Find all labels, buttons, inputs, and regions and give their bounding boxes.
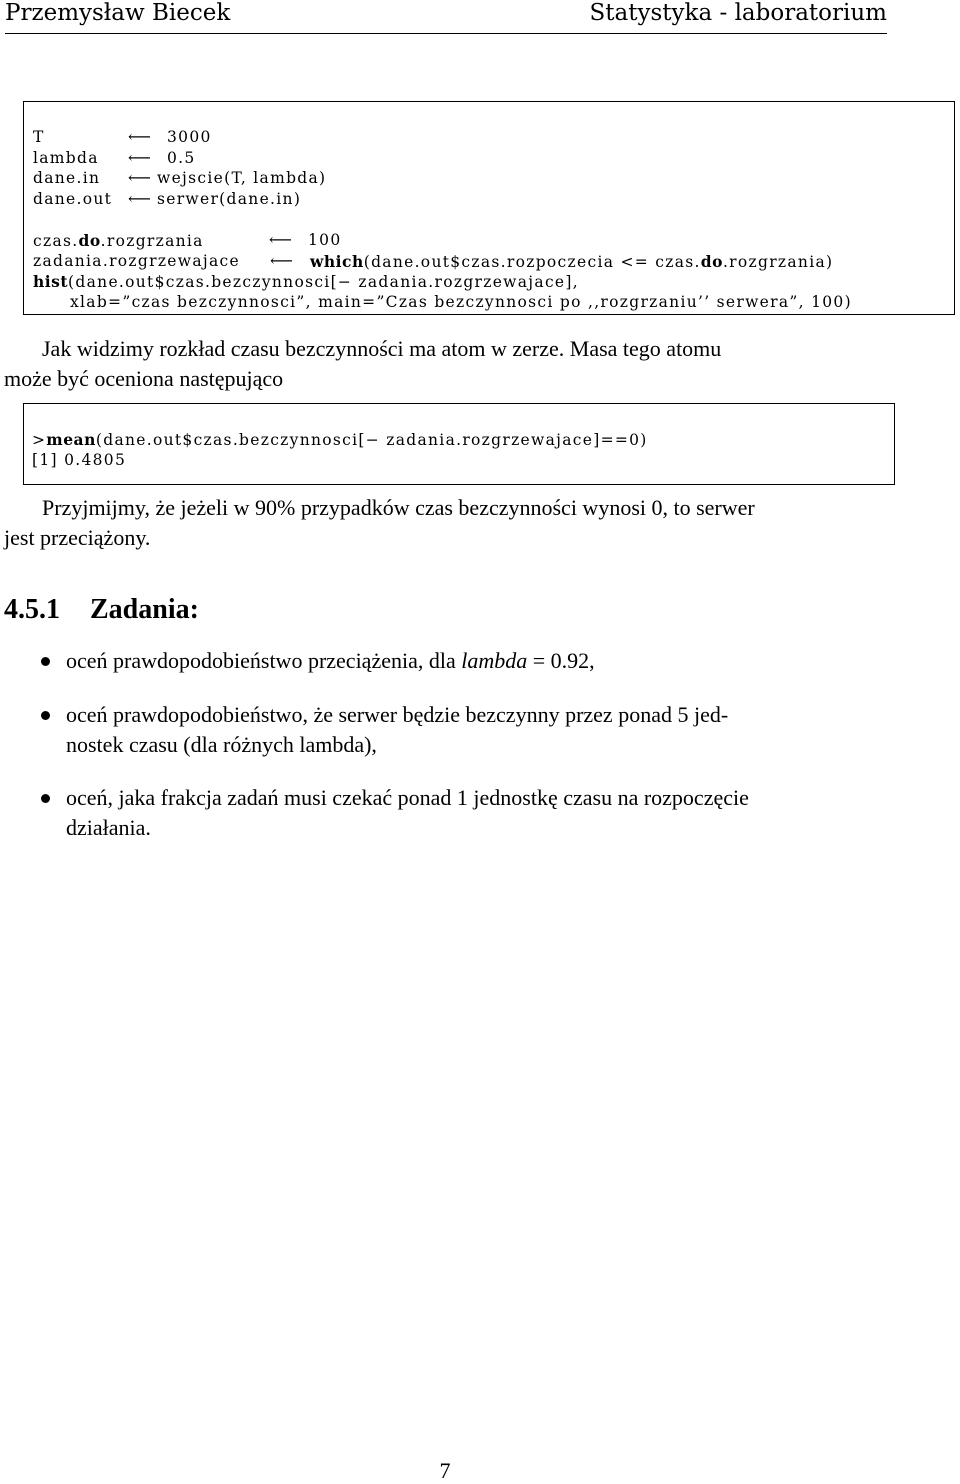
section-number: 4.5.1 xyxy=(4,594,60,625)
section-heading xyxy=(4,594,199,626)
assign-arrow-icon: ⟵ xyxy=(269,230,294,249)
code-var-zadania-rozgrzewajace: zadania.rozgrzewajace xyxy=(33,252,240,270)
task-item-2: oceń prawdopodobieństwo, że serwer będzie bezczynny przez ponad 5 jed- nostek czasu (dla różnych lambda), xyxy=(66,702,729,757)
paragraph-line: jest przeciążony. xyxy=(4,525,151,550)
bullet-icon xyxy=(41,794,50,803)
paragraph-line: może być oceniona następująco xyxy=(4,366,284,391)
running-header xyxy=(5,0,887,34)
code-var-lambda: lambda xyxy=(33,149,99,167)
header-title: Statystyka - laboratorium xyxy=(589,0,887,26)
assign-arrow-icon: ⟵ xyxy=(270,251,295,270)
header-author: Przemysław Biecek xyxy=(5,0,231,26)
paragraph-line: Przyjmijmy, że jeżeli w 90% przypadków czas bezczynności wynosi 0, to serwer xyxy=(42,495,755,520)
assign-arrow-icon: ⟵ xyxy=(128,189,153,208)
code-val-lambda: 0.5 xyxy=(167,149,196,167)
code-val-dane-out: serwer(dane.in) xyxy=(157,190,302,208)
assign-arrow-icon: ⟵ xyxy=(128,168,153,187)
paragraph-atom xyxy=(0,334,900,394)
task-item-3: oceń, jaka frakcja zadań musi czekać ponad 1 jednostkę czasu na rozpoczęcie działania. xyxy=(66,785,749,840)
bullet-icon xyxy=(41,711,50,720)
code-val-t: 3000 xyxy=(167,128,212,146)
code-var-czas-do-rozgrzania: czas.do.rozgrzania xyxy=(33,231,204,250)
code-val-which: which(dane.out$czas.rozpoczecia <= czas.do.rozgrzania) xyxy=(310,252,834,271)
bullet-icon xyxy=(41,657,50,666)
code-val-czas-do-rozgrzania: 100 xyxy=(308,231,342,249)
task-item-1: oceń prawdopodobieństwo przeciążenia, dla lambda = 0.92, xyxy=(66,648,595,673)
code-block-simulation xyxy=(23,101,955,315)
code-line-hist: hist(dane.out$czas.bezczynnosci[− zadania.rozgrzewajace], xyxy=(33,272,579,291)
paragraph-line: Jak widzimy rozkład czasu bezczynności ma atom w zerze. Masa tego atomu xyxy=(42,336,722,361)
code-line-xlab: xlab=”czas bezczynnosci”, main=”Czas bezczynnosci po ,,rozgrzaniu’’ serwera”, 100) xyxy=(70,293,852,311)
section-title: Zadania: xyxy=(90,594,199,625)
code-var-dane-in: dane.in xyxy=(33,169,101,187)
code-val-dane-in: wejscie(T, lambda) xyxy=(157,169,327,187)
assign-arrow-icon: ⟵ xyxy=(128,127,153,146)
code-var-dane-out: dane.out xyxy=(33,190,113,208)
code-output: [1] 0.4805 xyxy=(32,451,127,469)
paragraph-overload xyxy=(0,493,900,553)
code-block-mean xyxy=(23,403,895,485)
code-line-mean: >mean(dane.out$czas.bezczynnosci[− zadania.rozgrzewajace]==0) xyxy=(32,430,648,449)
code-var-t: T xyxy=(33,128,45,146)
page-number: 7 xyxy=(439,1458,451,1483)
assign-arrow-icon: ⟵ xyxy=(128,148,153,167)
